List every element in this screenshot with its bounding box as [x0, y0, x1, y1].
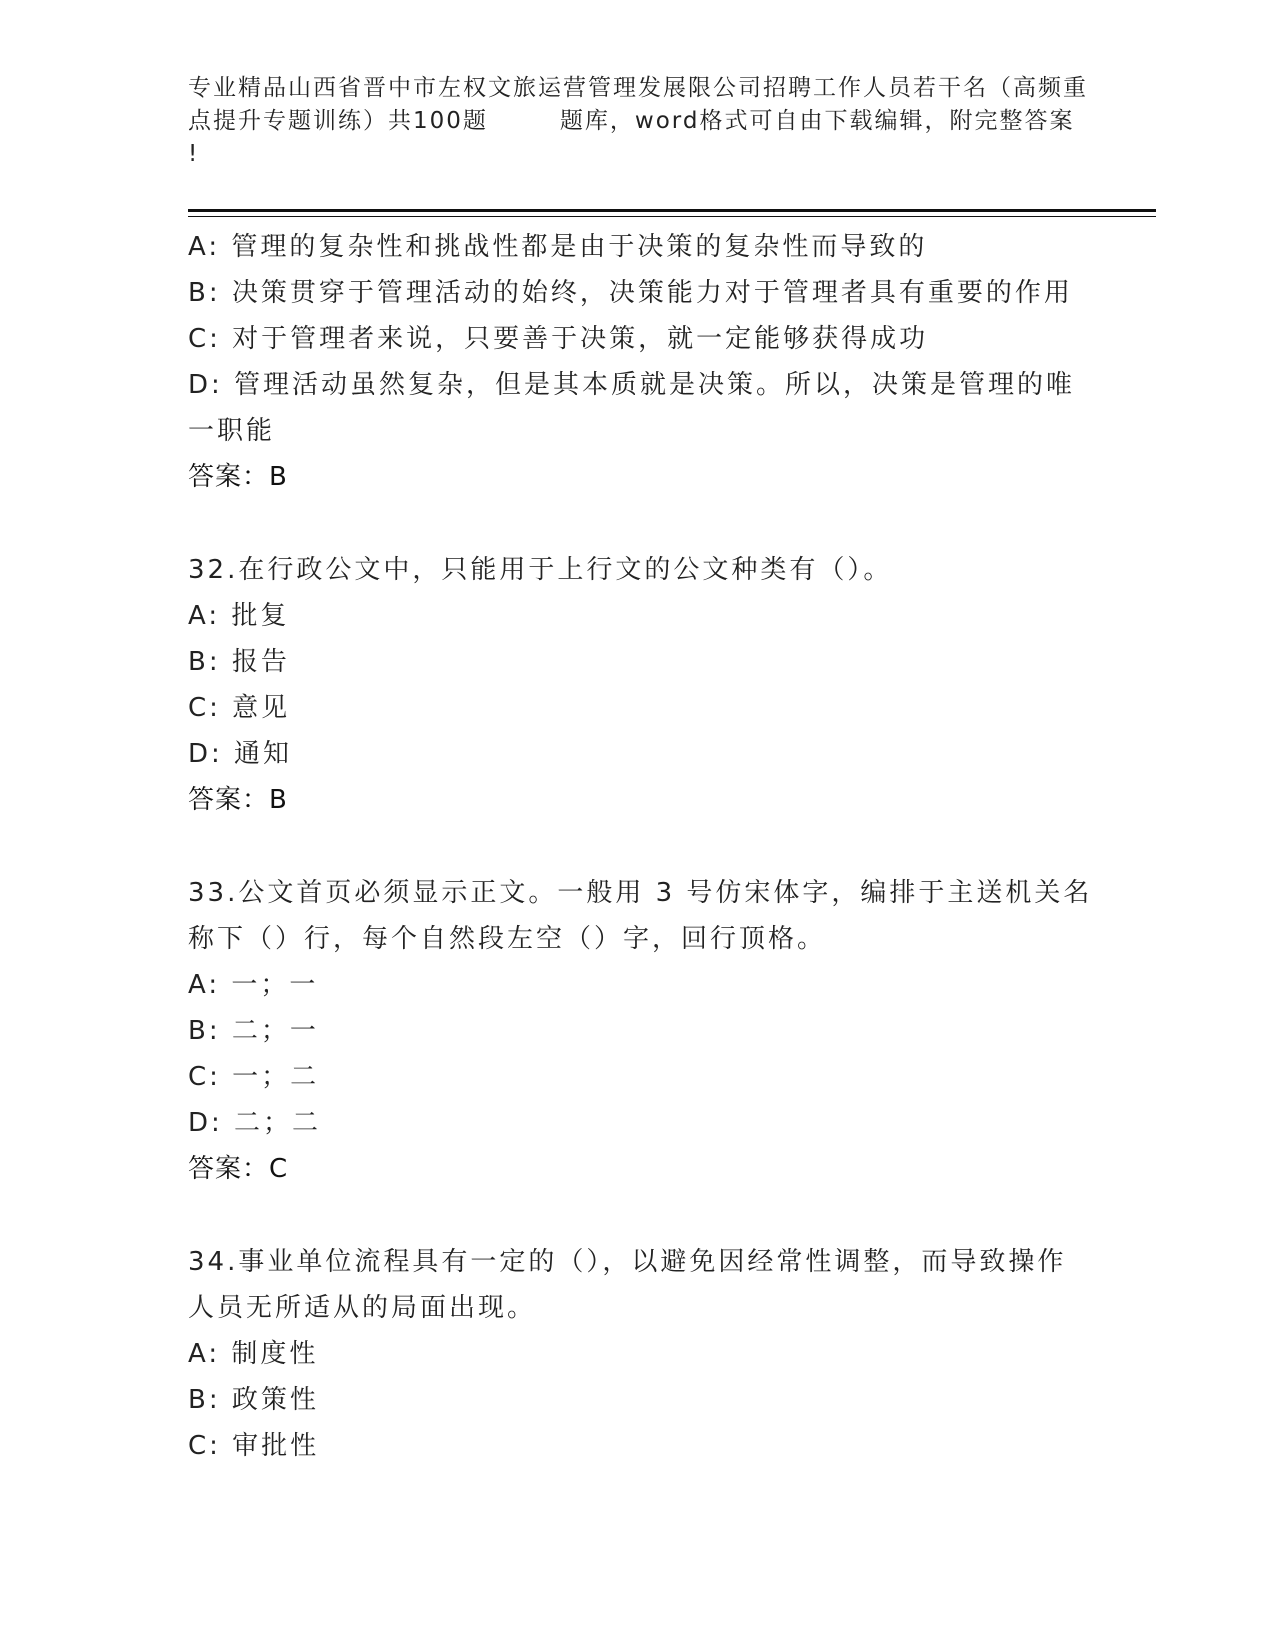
option-c: C: 审批性 [188, 1431, 320, 1461]
question-text: 34.事业单位流程具有一定的（），以避免因经常性调整，而导致操作 [188, 1247, 1067, 1277]
question-spacer [188, 823, 1068, 870]
question-spacer [188, 500, 1068, 547]
question-text: 32.在行政公文中，只能用于上行文的公文种类有（）。 [188, 555, 893, 585]
header-line-2-part-a: 点提升专题训练）共100题 [188, 108, 488, 134]
option-b: B: 政策性 [188, 1385, 319, 1415]
answer-label: 答案：B [188, 785, 288, 815]
option-c: C: 对于管理者来说，只要善于决策，就一定能够获得成功 [188, 324, 929, 354]
question-block-31 [188, 224, 1076, 500]
option-d: D: 二；二 [188, 1108, 322, 1138]
question-block-34 [188, 1239, 1068, 1469]
option-a: A: 一；一 [188, 970, 319, 1000]
option-a: A: 批复 [188, 601, 290, 631]
option-b: B: 二；一 [188, 1016, 319, 1046]
answer-label: 答案：B [188, 462, 288, 492]
question-spacer [188, 1192, 1068, 1239]
document-header [188, 72, 1088, 171]
option-d: D: 通知 [188, 739, 293, 769]
option-a: A: 制度性 [188, 1339, 319, 1369]
header-line-3: ! [188, 141, 200, 167]
question-text: 33.公文首页必须显示正文。一般用 3 号仿宋体字，编排于主送机关名 [188, 878, 1093, 908]
header-divider-thin [188, 216, 1156, 217]
question-text-continuation: 人员无所适从的局面出现。 [188, 1293, 537, 1323]
question-text-continuation: 称下（）行，每个自然段左空（）字，回行顶格。 [188, 924, 827, 954]
question-content [188, 224, 1093, 1469]
header-divider-thick [188, 209, 1156, 212]
option-b: B: 决策贯穿于管理活动的始终，决策能力对于管理者具有重要的作用 [188, 278, 1073, 308]
option-d: D: 管理活动虽然复杂，但是其本质就是决策。所以，决策是管理的唯 [188, 370, 1076, 400]
option-b: B: 报告 [188, 647, 290, 677]
option-d-continuation: 一职能 [188, 416, 276, 446]
answer-label: 答案：C [188, 1154, 289, 1184]
header-line-1: 专业精品山西省晋中市左权文旅运营管理发展限公司招聘工作人员若干名（高频重 [188, 75, 1088, 101]
header-line-2 [188, 105, 1088, 138]
option-c: C: 意见 [188, 693, 291, 723]
header-line-2-part-b: 题库，word格式可自由下载编辑，附完整答案 [559, 108, 1075, 134]
question-block-32 [188, 547, 1068, 823]
option-a: A: 管理的复杂性和挑战性都是由于决策的复杂性而导致的 [188, 232, 928, 262]
option-c: C: 一；二 [188, 1062, 320, 1092]
question-block-33 [188, 870, 1093, 1192]
